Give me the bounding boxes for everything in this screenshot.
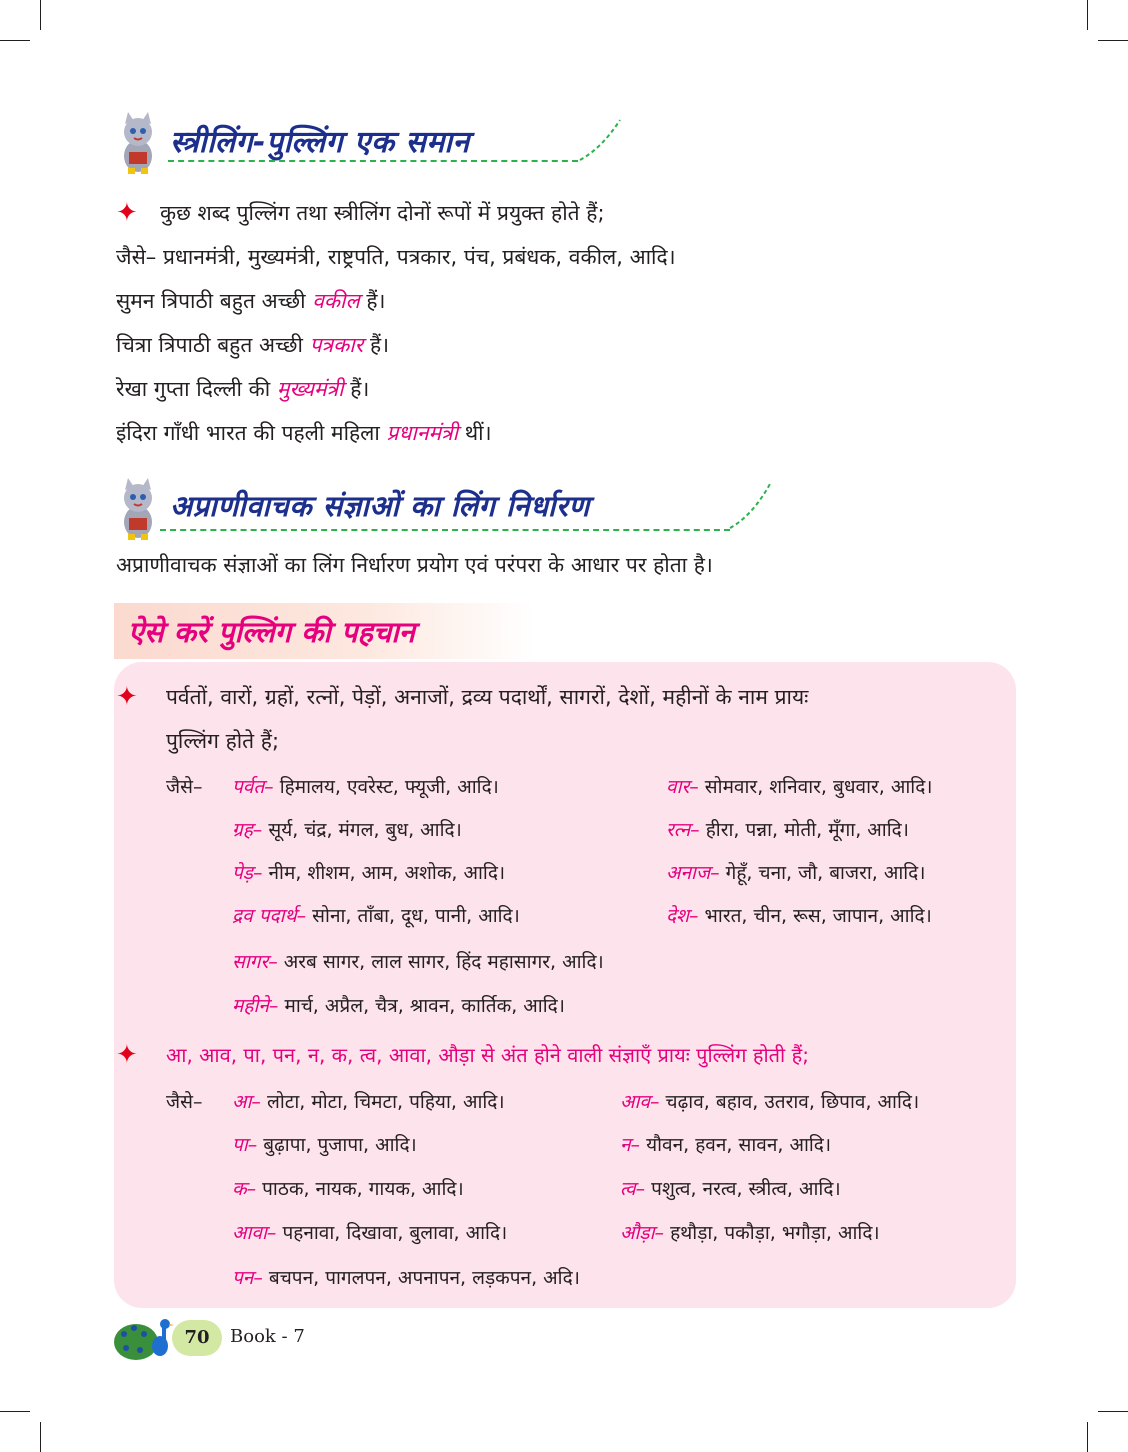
examples-label: जैसे– bbox=[166, 776, 203, 798]
item-key: ग्रह– bbox=[232, 819, 263, 841]
book-label: Book - 7 bbox=[230, 1326, 305, 1347]
item-text: हिमालय, एवरेस्ट, फ्यूजी, आदि। bbox=[273, 776, 499, 798]
sentence-text: इंदिरा गाँधी भारत की पहली महिला bbox=[116, 421, 387, 445]
sentence-text: हैं। bbox=[343, 377, 370, 401]
item-text: सोमवार, शनिवार, बुधवार, आदि। bbox=[698, 776, 933, 798]
sentence-text: हैं। bbox=[359, 289, 386, 313]
highlight-word: मुख्यमंत्री bbox=[276, 377, 344, 401]
sentence-text: थीं। bbox=[458, 421, 492, 445]
example-item bbox=[232, 1175, 464, 1203]
item-text: लोटा, मोटा, चिमटा, पहिया, आदि। bbox=[260, 1091, 505, 1113]
section-heading: अप्राणीवाचक संज्ञाओं का लिंग निर्धारण bbox=[170, 489, 590, 523]
example-item bbox=[620, 1175, 841, 1203]
rule-text: पर्वतों, वारों, ग्रहों, रत्नों, पेड़ों, अनाजों, द्रव्य पदार्थों, सागरों, देशों, महीनों के नाम प्रायः bbox=[166, 685, 809, 709]
item-key: देश– bbox=[666, 905, 699, 927]
highlight-word: प्रधानमंत्री bbox=[386, 421, 459, 445]
crop-mark bbox=[1087, 0, 1088, 30]
page-number: 70 bbox=[172, 1320, 222, 1356]
item-text: बचपन, पागलपन, अपनापन, लड़कपन, अदि। bbox=[262, 1267, 580, 1289]
example-item bbox=[232, 992, 565, 1020]
example-item bbox=[232, 1219, 507, 1247]
example-item bbox=[232, 773, 499, 801]
item-key: क– bbox=[232, 1178, 257, 1200]
rules-panel bbox=[114, 662, 1016, 1308]
crop-mark bbox=[0, 1411, 30, 1412]
sentence-text: चित्रा त्रिपाठी बहुत अच्छी bbox=[116, 333, 310, 357]
cat-mascot-icon bbox=[114, 478, 162, 546]
item-text: चढ़ाव, बहाव, उतराव, छिपाव, आदि। bbox=[659, 1091, 920, 1113]
section-heading: स्त्रीलिंग-पुल्लिंग एक समान bbox=[170, 125, 470, 160]
item-text: यौवन, हवन, सावन, आदि। bbox=[640, 1134, 832, 1156]
item-key: वार– bbox=[666, 776, 699, 798]
item-key: महीने– bbox=[232, 995, 279, 1017]
example-item bbox=[666, 816, 909, 844]
item-text: गेहूँ, चना, जौ, बाजरा, आदि। bbox=[719, 862, 926, 884]
example-item bbox=[232, 859, 505, 887]
item-text: अरब सागर, लाल सागर, हिंद महासागर, आदि। bbox=[277, 951, 604, 973]
item-text: भारत, चीन, रूस, जापान, आदि। bbox=[698, 905, 932, 927]
item-key: औड़ा– bbox=[620, 1222, 665, 1244]
item-text: नीम, शीशम, आम, अशोक, आदि। bbox=[262, 862, 506, 884]
crop-mark bbox=[0, 40, 30, 41]
crop-mark bbox=[40, 1422, 41, 1452]
item-text: सूर्य, चंद्र, मंगल, बुध, आदि। bbox=[262, 819, 462, 841]
example-item bbox=[232, 948, 604, 976]
example-item bbox=[232, 1264, 580, 1292]
item-text: हथौड़ा, पकौड़ा, भगौड़ा, आदि। bbox=[664, 1222, 880, 1244]
example-sentence bbox=[116, 286, 385, 316]
examples-line: जैसे– प्रधानमंत्री, मुख्यमंत्री, राष्ट्रपति, पत्रकार, पंच, प्रबंधक, वकील, आदि। bbox=[116, 245, 676, 269]
item-key: सागर– bbox=[232, 951, 278, 973]
section-intro: अप्राणीवाचक संज्ञाओं का लिंग निर्धारण प्रयोग एवं परंपरा के आधार पर होता है। bbox=[116, 553, 713, 577]
highlight-word: वकील bbox=[312, 289, 360, 313]
item-key: न– bbox=[620, 1134, 641, 1156]
item-text: मार्च, अप्रैल, चैत्र, श्रावन, कार्तिक, आदि। bbox=[278, 995, 565, 1017]
sentence-text: सुमन त्रिपाठी बहुत अच्छी bbox=[116, 289, 313, 313]
example-item bbox=[620, 1131, 831, 1159]
heading-swash bbox=[728, 482, 774, 530]
heading-swash bbox=[578, 118, 624, 162]
item-key: पन– bbox=[232, 1267, 263, 1289]
item-key: पा– bbox=[232, 1134, 258, 1156]
item-text: पशुत्व, नरत्व, स्त्रीत्व, आदि। bbox=[645, 1178, 841, 1200]
item-text: हीरा, पन्ना, मोती, मूँगा, आदि। bbox=[699, 819, 909, 841]
item-key: आ– bbox=[232, 1091, 261, 1113]
item-text: पाठक, नायक, गायक, आदि। bbox=[256, 1178, 464, 1200]
item-key: त्व– bbox=[620, 1178, 646, 1200]
example-sentence bbox=[116, 374, 369, 404]
item-key: पेड़– bbox=[232, 862, 263, 884]
highlight-word: पत्रकार bbox=[309, 333, 364, 357]
cat-mascot-icon bbox=[114, 112, 162, 180]
star-bullet-icon: ✦ bbox=[116, 682, 138, 712]
rule-text: आ, आव, पा, पन, न, क, त्व, आवा, औड़ा से अंत होने वाली संज्ञाएँ प्रायः पुल्लिंग होती हैं; bbox=[166, 1043, 809, 1067]
item-text: सोना, ताँबा, दूध, पानी, आदि। bbox=[306, 905, 520, 927]
example-item bbox=[232, 816, 462, 844]
item-key: आवा– bbox=[232, 1222, 277, 1244]
example-item bbox=[232, 1088, 505, 1116]
crop-mark bbox=[1098, 40, 1128, 41]
banner-title: ऐसे करें पुल्लिंग की पहचान bbox=[128, 615, 415, 649]
crop-mark bbox=[1087, 1422, 1088, 1452]
sentence-text: हैं। bbox=[363, 333, 390, 357]
example-item bbox=[232, 1131, 417, 1159]
example-item bbox=[666, 859, 925, 887]
item-key: अनाज– bbox=[666, 862, 720, 884]
example-sentence bbox=[116, 418, 492, 448]
item-text: पहनावा, दिखावा, बुलावा, आदि। bbox=[276, 1222, 508, 1244]
example-item bbox=[620, 1088, 919, 1116]
item-key: रत्न– bbox=[666, 819, 700, 841]
intro-text: कुछ शब्द पुल्लिंग तथा स्त्रीलिंग दोनों रूपों में प्रयुक्त होते हैं; bbox=[160, 201, 605, 225]
crop-mark bbox=[40, 0, 41, 30]
item-key: पर्वत– bbox=[232, 776, 274, 798]
peacock-icon bbox=[114, 1312, 178, 1368]
star-bullet-icon: ✦ bbox=[116, 1040, 138, 1070]
example-item bbox=[620, 1219, 880, 1247]
rule-text: पुल्लिंग होते हैं; bbox=[166, 729, 280, 753]
heading-underline bbox=[160, 529, 730, 531]
examples-label: जैसे– bbox=[166, 1091, 203, 1113]
example-item bbox=[232, 902, 520, 930]
example-item bbox=[666, 773, 933, 801]
sentence-text: रेखा गुप्ता दिल्ली की bbox=[116, 377, 277, 401]
crop-mark bbox=[1098, 1411, 1128, 1412]
example-item bbox=[666, 902, 932, 930]
item-key: आव– bbox=[620, 1091, 660, 1113]
item-text: बुढ़ापा, पुजापा, आदि। bbox=[257, 1134, 417, 1156]
heading-underline bbox=[168, 160, 578, 162]
star-bullet-icon: ✦ bbox=[116, 198, 138, 228]
example-sentence bbox=[116, 330, 389, 360]
item-key: द्रव पदार्थ– bbox=[232, 905, 307, 927]
